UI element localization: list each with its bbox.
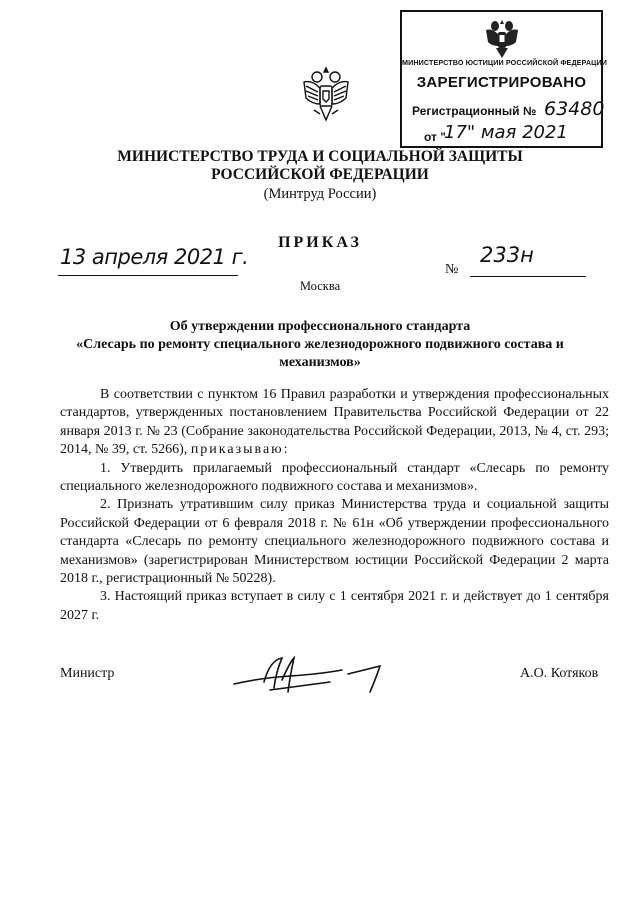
signer-name: А.О. Котяков — [520, 666, 599, 681]
ministry-name-line2: РОССИЙСКОЙ ФЕДЕРАЦИИ — [211, 166, 429, 183]
stamp-date-label: от " — [424, 130, 446, 144]
order-number-underline — [470, 276, 586, 277]
stamp-reg-number-value: 63480 — [544, 98, 605, 120]
registration-stamp — [400, 10, 607, 148]
order-number-label: № — [445, 262, 459, 277]
subject-line3: механизмов» — [279, 355, 361, 370]
order-date: 13 апреля 2021 г. — [60, 245, 249, 269]
russian-coat-of-arms-icon — [300, 66, 352, 126]
order-city: Москва — [299, 279, 341, 293]
signer-title: Министр — [60, 666, 115, 681]
order-date-underline — [58, 275, 238, 276]
subject-line2: «Слесарь по ремонту специального железнодорожного подвижного состава и — [76, 337, 564, 352]
order-number-value: 233н — [480, 243, 534, 267]
stamp-registered-label: ЗАРЕГИСТРИРОВАНО — [416, 74, 587, 91]
decree-word: приказываю: — [190, 442, 290, 458]
order-title: ПРИКАЗ — [278, 234, 362, 251]
order-subject — [0, 318, 640, 372]
body-item-1: 1. Утвердить прилагаемый профессиональный стандарт «Слесарь по ремонту специального железнодорожного подвижного состава и механизмов». — [60, 460, 609, 495]
stamp-ministry-name: МИНИСТЕРСТВО ЮСТИЦИИ РОССИЙСКОЙ ФЕДЕРАЦИИ — [402, 58, 607, 67]
order-body — [60, 386, 609, 625]
ministry-short-name: (Минтруд России) — [263, 186, 377, 202]
body-item-3: 3. Настоящий приказ вступает в силу с 1 сентября 2021 г. и действует до 1 сентября 2027 г. — [60, 589, 609, 623]
body-intro: В соответствии с пунктом 16 Правил разработки и утверждения профессиональных стандартов, утвержденных постановлением Правительства Российской Федерации от 22 января 2013 г. № 23 (Собрание законодательства Российской Федерации, 2013, № 4, ст. 293; 2014, № 39, ст. 5266), — [60, 387, 609, 458]
ministry-name-line1: МИНИСТЕРСТВО ТРУДА И СОЦИАЛЬНОЙ ЗАЩИТЫ — [117, 148, 523, 165]
stamp-date-value: 17" мая 2021 — [444, 122, 568, 143]
body-item-2: 2. Признать утратившим силу приказ Министерства труда и социальной защиты Российской Федерации от 6 февраля 2018 г. № 61н «Об утверждении профессионального стандарта «Слесарь по ремонту специального железнодорожного подвижного состава и механизмов» (зарегистрирован Министерством юстиции Российской Федерации 2 марта 2018 г., регистрационный № 50228). — [60, 497, 609, 587]
eagle-emblem-icon — [482, 16, 522, 60]
body-intro-paragraph — [60, 386, 609, 460]
subject-line1: Об утверждении профессионального стандарта — [169, 319, 471, 334]
handwritten-signature-icon — [230, 652, 400, 698]
stamp-reg-number-label: Регистрационный № — [412, 104, 537, 118]
